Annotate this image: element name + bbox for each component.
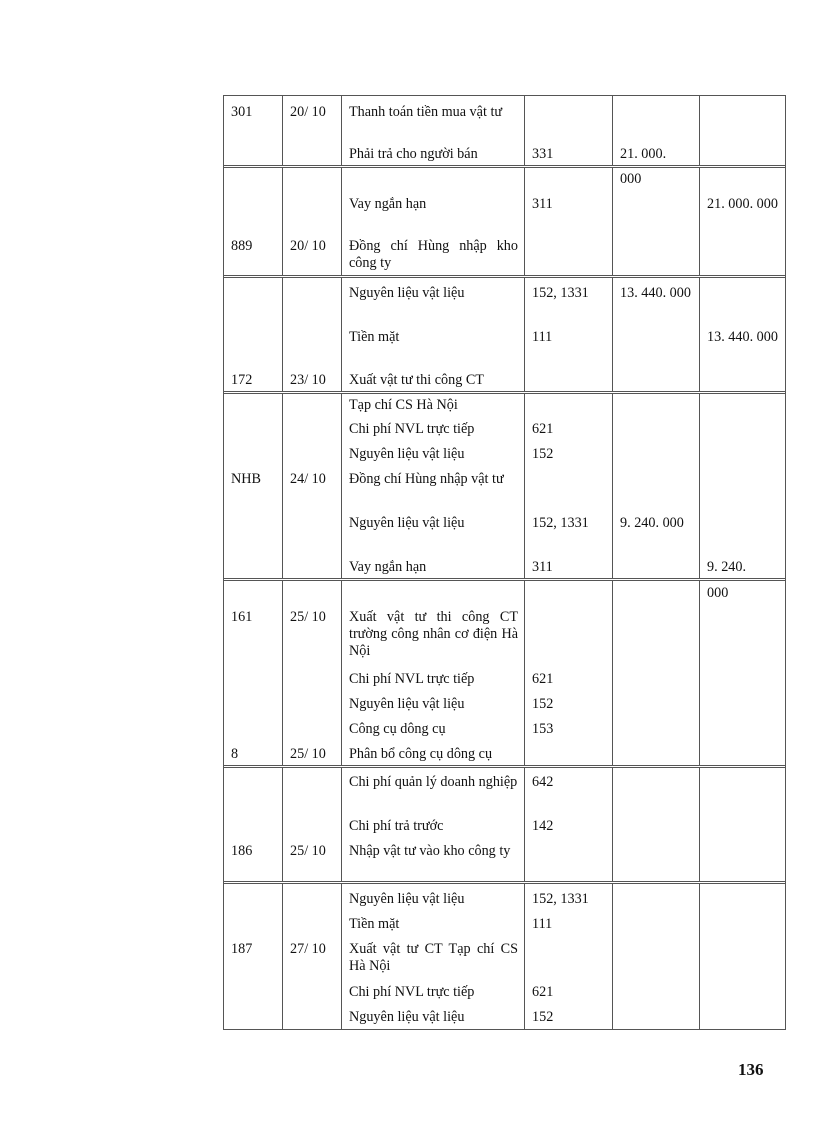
ledger-block [224, 168, 785, 278]
account-code-cell: 152, 1331 [532, 285, 589, 301]
description-cell: Chi phí NVL trực tiếp [349, 984, 475, 1000]
account-code-cell: 153 [532, 721, 554, 737]
debit-amount-column [613, 394, 700, 578]
account-code-column [525, 168, 613, 275]
description-cell: Công cụ dông cụ [349, 721, 446, 737]
description-cell: Phân bổ công cụ dông cụ [349, 746, 493, 762]
voucher-number-column [224, 768, 283, 881]
account-code-cell: 152 [532, 696, 554, 712]
account-code-cell: 642 [532, 774, 554, 790]
debit-amount-cell: 13. 440. 000 [620, 285, 691, 301]
credit-amount-column [700, 394, 785, 578]
ledger-block [224, 884, 785, 1030]
voucher-number-column [224, 278, 283, 391]
voucher-date-cell: 20/ 10 [290, 104, 326, 120]
description-column [342, 768, 525, 881]
account-code-cell: 621 [532, 671, 554, 687]
description-cell: Nguyên liệu vật liệu [349, 285, 465, 301]
description-column [342, 394, 525, 578]
voucher-number-cell: 301 [231, 104, 253, 120]
voucher-number-cell: 187 [231, 941, 253, 957]
description-cell: Vay ngắn hạn [349, 196, 427, 212]
description-cell: Tạp chí CS Hà Nội [349, 397, 458, 413]
description-cell: Xuất vật tư thi công CT [349, 372, 484, 388]
ledger-block [224, 768, 785, 884]
account-code-cell: 621 [532, 421, 554, 437]
credit-amount-column [700, 581, 785, 765]
account-code-column [525, 581, 613, 765]
page-number: 136 [738, 1060, 764, 1079]
description-cell: Chi phí NVL trực tiếp [349, 671, 475, 687]
account-code-column [525, 884, 613, 1029]
account-code-cell: 331 [532, 146, 554, 162]
voucher-date-column [283, 394, 342, 578]
description-cell: Phải trả cho người bán [349, 146, 478, 162]
credit-amount-column [700, 96, 785, 165]
description-column [342, 96, 525, 165]
account-code-cell: 311 [532, 559, 553, 575]
voucher-date-column [283, 168, 342, 275]
account-code-cell: 621 [532, 984, 554, 1000]
credit-amount-column [700, 278, 785, 391]
voucher-number-cell: NHB [231, 471, 261, 487]
voucher-date-cell: 24/ 10 [290, 471, 326, 487]
voucher-date-column [283, 96, 342, 165]
voucher-date-column [283, 278, 342, 391]
credit-amount-column [700, 884, 785, 1029]
debit-amount-column [613, 884, 700, 1029]
description-column [342, 884, 525, 1029]
debit-amount-cell: 9. 240. 000 [620, 515, 684, 531]
debit-amount-column [613, 278, 700, 391]
voucher-number-cell: 186 [231, 843, 253, 859]
account-code-cell: 152, 1331 [532, 515, 589, 531]
description-cell: Xuất vật tư CT Tạp chí CS Hà Nội [349, 941, 518, 974]
account-code-column [525, 278, 613, 391]
account-code-column [525, 768, 613, 881]
ledger-block [224, 581, 785, 768]
credit-amount-cell: 13. 440. 000 [707, 329, 778, 345]
voucher-date-cell: 20/ 10 [290, 238, 326, 254]
ledger-table [223, 95, 786, 1030]
description-cell: Xuất vật tư thi công CT trường công nhân cơ điện Hà Nội [349, 609, 518, 659]
voucher-number-column [224, 168, 283, 275]
description-column [342, 581, 525, 765]
description-cell: Nhập vật tư vào kho công ty [349, 843, 511, 859]
description-column [342, 278, 525, 391]
description-cell: Đồng chí Hùng nhập kho công ty [349, 238, 518, 271]
description-cell: Nguyên liệu vật liệu [349, 446, 465, 462]
debit-amount-column [613, 581, 700, 765]
credit-amount-cell: 000 [707, 585, 729, 601]
description-cell: Nguyên liệu vật liệu [349, 696, 465, 712]
voucher-date-cell: 25/ 10 [290, 843, 326, 859]
account-code-cell: 111 [532, 916, 553, 932]
voucher-number-column [224, 581, 283, 765]
voucher-date-column [283, 581, 342, 765]
debit-amount-column [613, 168, 700, 275]
account-code-cell: 111 [532, 329, 553, 345]
description-cell: Vay ngắn hạn [349, 559, 427, 575]
description-cell: Nguyên liệu vật liệu [349, 891, 465, 907]
ledger-block [224, 394, 785, 581]
voucher-number-column [224, 96, 283, 165]
voucher-number-cell: 161 [231, 609, 253, 625]
debit-amount-cell: 21. 000. [620, 146, 667, 162]
description-cell: Chi phí trả trước [349, 818, 444, 834]
debit-amount-column [613, 96, 700, 165]
account-code-column [525, 96, 613, 165]
account-code-cell: 142 [532, 818, 554, 834]
voucher-number-column [224, 394, 283, 578]
description-column [342, 168, 525, 275]
description-cell: Chi phí quản lý doanh nghiệp [349, 774, 518, 790]
description-cell: Tiền mặt [349, 916, 400, 932]
description-cell: Đồng chí Hùng nhập vật tư [349, 471, 504, 487]
voucher-number-cell: 172 [231, 372, 253, 388]
voucher-date-cell: 27/ 10 [290, 941, 326, 957]
credit-amount-cell: 9. 240. [707, 559, 747, 575]
voucher-number-cell: 889 [231, 238, 253, 254]
description-cell: Chi phí NVL trực tiếp [349, 421, 475, 437]
voucher-number-column [224, 884, 283, 1029]
description-cell: Nguyên liệu vật liệu [349, 1009, 465, 1025]
account-code-cell: 152 [532, 1009, 554, 1025]
credit-amount-cell: 21. 000. 000 [707, 196, 778, 212]
account-code-cell: 311 [532, 196, 553, 212]
description-cell: Thanh toán tiền mua vật tư [349, 104, 503, 120]
description-cell: Nguyên liệu vật liệu [349, 515, 465, 531]
ledger-block [224, 96, 785, 168]
voucher-date-cell: 25/ 10 [290, 609, 326, 625]
voucher-date-column [283, 884, 342, 1029]
debit-amount-column [613, 768, 700, 881]
voucher-date-column [283, 768, 342, 881]
voucher-date-cell: 23/ 10 [290, 372, 326, 388]
account-code-cell: 152 [532, 446, 554, 462]
description-cell: Tiền mặt [349, 329, 400, 345]
credit-amount-column [700, 768, 785, 881]
account-code-cell: 152, 1331 [532, 891, 589, 907]
ledger-block [224, 278, 785, 394]
credit-amount-column [700, 168, 785, 275]
voucher-date-cell: 25/ 10 [290, 746, 326, 762]
debit-amount-cell: 000 [620, 171, 642, 187]
voucher-number-cell: 8 [231, 746, 239, 762]
account-code-column [525, 394, 613, 578]
